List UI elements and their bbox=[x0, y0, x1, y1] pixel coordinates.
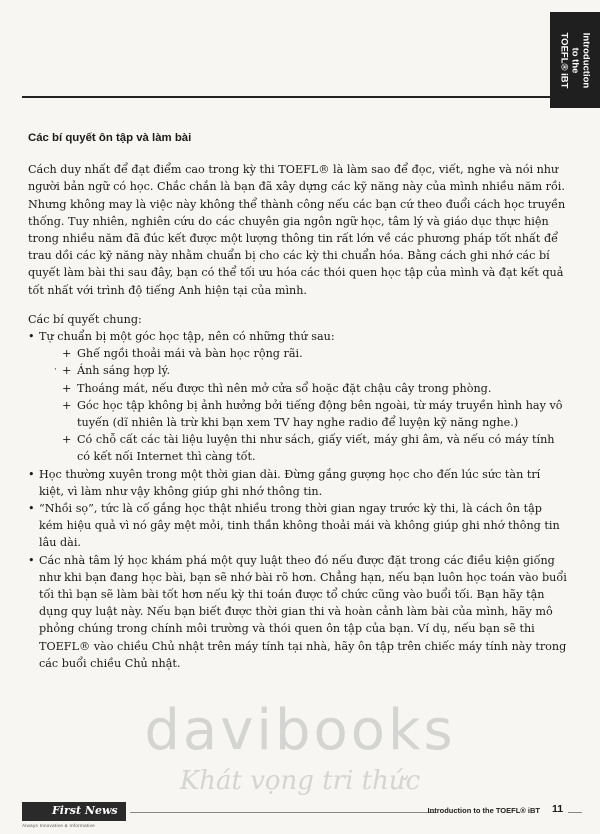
footer-rule bbox=[130, 812, 436, 813]
watermark-brand: davibooks bbox=[144, 698, 456, 763]
list-item bbox=[39, 431, 568, 465]
bullet-icon: • bbox=[28, 502, 35, 516]
publisher-logo bbox=[22, 802, 126, 830]
list-item bbox=[39, 362, 568, 379]
intro-paragraph: Cách duy nhất để đạt điểm cao trong kỳ thi TOEFL® là làm sao để đọc, viết, nghe và nói như người bản ngữ có học. Chắc chắn là bạn đã xây dựng các kỹ năng này của mình nhiều năm rồi. Nhưng không may là việc này không thể thành công nếu các bạn cứ theo đuổi cách học truyền thống. Tuy nhiên, nghiên cứu do các chuyên gia ngôn ngữ học, tâm lý và giáo dục thực hiện trong nhiều năm đã đúc kết được một lượng thông tin rất lớn về các phương pháp tốt nhất để trau dồi các kỹ năng này nhằm chuẩn bị cho các kỳ thi chuẩn hóa. Bằng cách ghi nhớ các bí quyết làm bài thi sau đây, bạn có thể tối ưu hóa các thói quen học tập của mình và đạt kết quả tốt nhất với trình độ tiếng Anh hiện tại của mình. bbox=[28, 163, 566, 297]
bullet-icon: • bbox=[28, 330, 35, 344]
list-item bbox=[28, 500, 568, 552]
plus-icon: + bbox=[62, 381, 72, 395]
subtip-text: Góc học tập không bị ảnh hưởng bởi tiếng động bên ngoài, từ máy truyền hình hay vô tuyến (dĩ nhiên là trừ khi bạn xem TV hay nghe radio để luyện kỹ năng nghe.) bbox=[77, 398, 563, 430]
subtip-text: Có chỗ cất các tài liệu luyện thi như sách, giấy viết, máy ghi âm, và nếu có máy tính có kết nối Internet thì càng tốt. bbox=[77, 433, 555, 464]
subtip-text: Thoáng mát, nếu được thì nên mở cửa sổ hoặc đặt chậu cây trong phòng. bbox=[77, 381, 492, 395]
top-rule bbox=[22, 96, 550, 98]
running-footer: Introduction to the TOEFL® iBT bbox=[427, 806, 540, 815]
general-tips-label: Các bí quyết chung: bbox=[28, 312, 142, 326]
plus-icon: + bbox=[62, 347, 72, 361]
subtip-text: Ghế ngồi thoải mái và bàn học rộng rãi. bbox=[77, 347, 303, 361]
plus-icon: + bbox=[62, 398, 72, 412]
plus-icon: + bbox=[62, 364, 72, 378]
tip-text: Học thường xuyên trong một thời gian dài. Đừng gắng gượng học cho đến lúc sức tàn trí kiệt, vì làm như vậy không giúp ghi nhớ thông tin. bbox=[39, 467, 541, 498]
stray-mark: · bbox=[54, 365, 57, 376]
list-item bbox=[39, 380, 568, 397]
section-tab-line: Introduction bbox=[580, 32, 592, 88]
bullet-icon: • bbox=[28, 467, 35, 481]
watermark-slogan: Khát vọng tri thức bbox=[179, 766, 421, 796]
study-corner-list bbox=[39, 345, 568, 465]
tips-list bbox=[28, 328, 568, 672]
list-item bbox=[28, 466, 568, 500]
footer-end-rule bbox=[568, 812, 582, 813]
section-tab-line: to the bbox=[569, 47, 581, 73]
list-item bbox=[28, 328, 568, 466]
list-item bbox=[39, 397, 568, 431]
section-tab bbox=[550, 12, 600, 108]
logo-tagline: Always Innovative & Informative bbox=[22, 823, 96, 828]
tip-text: Các nhà tâm lý học khám phá một quy luật theo đó nếu được đặt trong các điều kiện giống như khi bạn đang học bài, bạn sẽ nhớ bài rõ hơn. Chẳng hạn, nếu bạn luôn học toán vào buổi tối thì bạn sẽ làm bài tốt hơn nếu kỳ thi toán được tổ chức cũng vào buổi tối. Bạn hãy tận dụng quy luật này. Nếu bạn biết được thời gian thi và hoàn cảnh làm bài của mình, hãy mô phỏng chúng trong chính môi trường và thói quen ôn tập của bạn. Ví dụ, nếu bạn sẽ thi TOEFL® vào chiều Chủ nhật trên máy tính tại nhà, hãy ôn tập trên chiếc máy tính này trong các buổi chiều Chủ nhật. bbox=[39, 553, 567, 670]
section-heading: Các bí quyết ôn tập và làm bài bbox=[28, 132, 192, 144]
tip-text: “Nhồi sọ”, tức là cố gắng học thật nhiều trong thời gian ngay trước kỳ thi, là cách ôn tập kém hiệu quả vì nó gây mệt mỏi, tinh thần không thoải mái và không giúp ghi nhớ thông tin lâu dài. bbox=[39, 502, 560, 550]
logo-name: First News bbox=[52, 804, 118, 817]
tip-text: Tự chuẩn bị một góc học tập, nên có những thứ sau: bbox=[39, 330, 335, 344]
bullet-icon: • bbox=[28, 553, 35, 567]
list-item bbox=[39, 345, 568, 362]
section-tab-line: TOEFL® iBT bbox=[558, 32, 570, 88]
subtip-text: Ánh sáng hợp lý. bbox=[77, 364, 171, 378]
page-number: 11 bbox=[552, 803, 564, 815]
page-content bbox=[28, 130, 568, 672]
list-item bbox=[28, 552, 568, 672]
plus-icon: + bbox=[62, 433, 72, 447]
